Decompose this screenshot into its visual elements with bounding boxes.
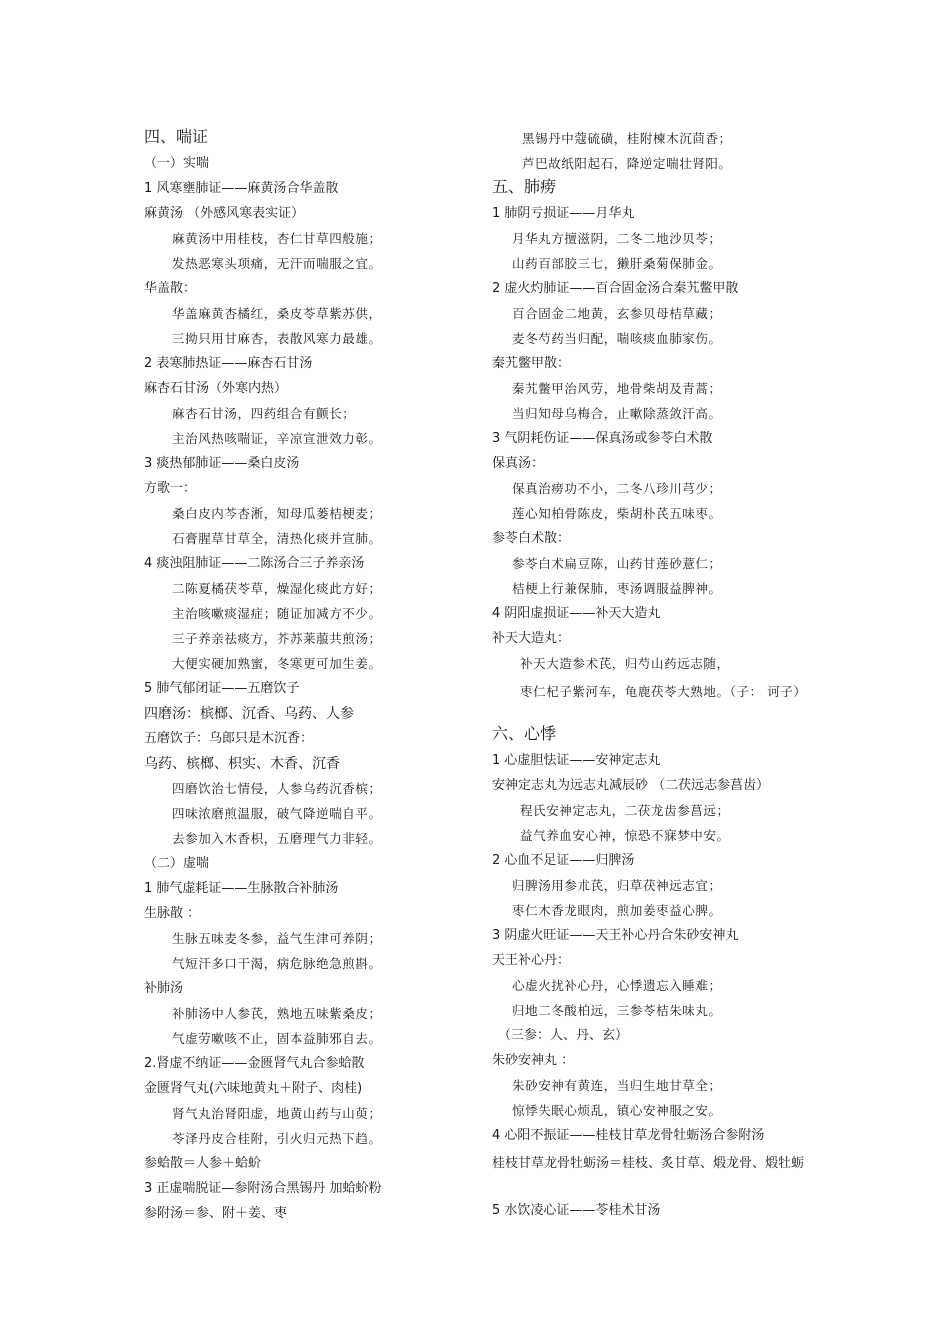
verse-line: 麦冬芍药当归配，喘咳痰血肺家伤。 xyxy=(512,331,722,346)
text-line: 参苓白术散： xyxy=(492,531,571,546)
verse-line: 百合固金二地黄，玄参贝母桔草藏； xyxy=(512,306,722,321)
verse-line: 三拗只用甘麻杏，表散风寒力最雄。 xyxy=(172,331,382,346)
section-heading: 四、喘证 xyxy=(144,127,209,146)
verse-line: 大便实硬加熟蜜，冬寒更可加生姜。 xyxy=(172,656,382,671)
verse-line: 山药百部胶三七，獭肝桑菊保肺金。 xyxy=(512,256,722,271)
section-heading: 五、肺痨 xyxy=(492,177,557,196)
text-line: 乌药、槟榔、枳实、木香、沉香 xyxy=(144,756,340,772)
verse-line: 去参加入木香枳，五磨理气力非轻。 xyxy=(172,831,382,846)
verse-line: 生脉五味麦冬参，益气生津可养阴； xyxy=(172,931,382,946)
text-line: 4 心阳不振证——桂枝甘草龙骨牡蛎汤合参附汤 xyxy=(492,1128,765,1143)
text-line: 1 风寒壅肺证——麻黄汤合华盖散 xyxy=(144,181,339,196)
text-line: 3 阴虚火旺证——天王补心丹合朱砂安神丸 xyxy=(492,928,739,943)
verse-line: 四味浓磨煎温服，破气降逆喘自平。 xyxy=(172,806,382,821)
verse-line: 四磨饮治七情侵，人参乌药沉香槟； xyxy=(172,781,382,796)
verse-line: 肾气丸治肾阳虚，地黄山药与山萸； xyxy=(172,1106,382,1121)
text-line: 秦艽鳖甲散： xyxy=(492,356,571,371)
verse-line: 气虚劳嗽咳不止，固本益肺邪自去。 xyxy=(172,1031,382,1046)
text-line: 3 正虚喘脱证—参附汤合黑锡丹 加蛤蚧粉 xyxy=(144,1181,382,1196)
verse-line: 惊悸失眠心烦乱，镇心安神服之安。 xyxy=(512,1103,722,1118)
verse-line: 补肺汤中人参芪，熟地五味紫桑皮； xyxy=(172,1006,382,1021)
verse-line: 程氏安神定志丸，二茯龙齿参菖远； xyxy=(520,803,730,818)
text-line: 4 阴阳虚损证——补天大造丸 xyxy=(492,606,661,621)
text-line: 桂枝甘草龙骨牡蛎汤＝桂枝、炙甘草、煅龙骨、煅牡蛎 xyxy=(492,1156,805,1171)
verse-line: 归地二冬酸柏远，三参苓桔朱味丸。 xyxy=(512,1003,722,1018)
text-line: 金匮肾气丸(六味地黄丸＋附子、肉桂) xyxy=(144,1081,363,1096)
verse-line: 枣仁杞子紫河车，龟鹿茯苓大熟地。（子： 诃子） xyxy=(520,684,807,699)
verse-line: 当归知母乌梅合，止嗽除蒸敛汗高。 xyxy=(512,406,722,421)
section-heading: 六、心悸 xyxy=(492,724,557,743)
verse-line: 气短汗多口干渴，病危脉绝急煎斟。 xyxy=(172,956,382,971)
verse-line: 莲心知柏骨陈皮，柴胡朴芪五味枣。 xyxy=(512,506,722,521)
text-line: 麻黄汤 （外感风寒表实证） xyxy=(144,206,305,221)
text-line: 方歌一： xyxy=(144,481,197,496)
verse-line: 益气养血安心神，惊恐不寐梦中安。 xyxy=(520,828,730,843)
text-line: 生脉散 ： xyxy=(144,906,201,921)
text-line: 参附汤＝参、附＋姜、枣 xyxy=(144,1206,288,1221)
verse-line: 麻黄汤中用桂枝，杏仁甘草四般施； xyxy=(172,231,382,246)
verse-line: 归脾汤用参朮芪，归草茯神远志宜； xyxy=(512,878,722,893)
verse-line: 华盖麻黄杏橘红，桑皮苓草紫苏供， xyxy=(172,306,382,321)
verse-line: 桔梗上行兼保肺，枣汤调服益脾神。 xyxy=(512,581,722,596)
text-line: 麻杏石甘汤（外寒内热） xyxy=(144,381,288,396)
verse-line: 心虚火扰补心丹，心悸遗忘入睡难； xyxy=(512,978,722,993)
text-line: 1 肺气虚耗证——生脉散合补肺汤 xyxy=(144,881,339,896)
text-line: 3 气阴耗伤证——保真汤或参苓白术散 xyxy=(492,431,713,446)
text-line: 天王补心丹： xyxy=(492,953,571,968)
verse-line: 参苓白术扁豆陈，山药甘莲砂薏仁； xyxy=(512,556,722,571)
text-line: 补天大造丸： xyxy=(492,631,571,646)
text-line: 朱砂安神丸 ： xyxy=(492,1053,575,1068)
text-line: 补肺汤 xyxy=(144,981,184,996)
text-line: 四磨汤：槟榔、沉香、乌药、人参 xyxy=(144,706,354,722)
verse-line: 主治风热咳喘证，辛凉宣泄效力彰。 xyxy=(172,431,382,446)
text-line: 五磨饮子：乌郎只是木沉香： xyxy=(144,731,314,746)
text-line: 2 表寒肺热证——麻杏石甘汤 xyxy=(144,356,313,371)
verse-line: 苓泽丹皮合桂附，引火归元热下趋。 xyxy=(172,1131,382,1146)
text-line: 参蛤散＝人参＋蛤蚧 xyxy=(144,1156,262,1171)
verse-line: 黑锡丹中蔻硫磺，桂附楝木沉茴香； xyxy=(522,131,732,146)
text-line: 1 肺阴亏损证——月华丸 xyxy=(492,206,635,221)
text-line: 5 肺气郁闭证——五磨饮子 xyxy=(144,681,300,696)
text-line: 保真汤： xyxy=(492,456,545,471)
text-line: 5 水饮凌心证——苓桂术甘汤 xyxy=(492,1203,661,1218)
text-line: 2.肾虚不纳证——金匮肾气丸合参蛤散 xyxy=(144,1056,365,1071)
text-line: 1 心虚胆怯证——安神定志丸 xyxy=(492,753,661,768)
verse-line: 石膏腥草甘草全，清热化痰并宣肺。 xyxy=(172,531,382,546)
verse-line: 补天大造参术芪，归芍山药远志随， xyxy=(520,656,730,671)
text-line: （二）虚喘 xyxy=(144,856,210,871)
text-line: 4 痰浊阻肺证——二陈汤合三子养亲汤 xyxy=(144,556,365,571)
verse-line: 三子养亲祛痰方，芥苏莱菔共煎汤； xyxy=(172,631,382,646)
text-line: 3 痰热郁肺证——桑白皮汤 xyxy=(144,456,300,471)
text-line: 安神定志丸为远志丸减辰砂 （二茯远志参菖齿） xyxy=(492,778,770,793)
verse-line: 二陈夏橘茯苓草，燥湿化痰此方好； xyxy=(172,581,382,596)
verse-line: 朱砂安神有黄连，当归生地甘草全； xyxy=(512,1078,722,1093)
verse-line: 枣仁木香龙眼肉，煎加姜枣益心脾。 xyxy=(512,903,722,918)
verse-line: 桑白皮内芩杏淅，知母瓜蒌桔梗麦； xyxy=(172,506,382,521)
text-line: （三参：人、丹、玄） xyxy=(498,1028,629,1043)
text-line: 华盖散： xyxy=(144,281,197,296)
verse-line: 月华丸方擅滋阴，二冬二地沙贝苓； xyxy=(512,231,722,246)
text-line: 2 虚火灼肺证——百合固金汤合秦艽鳖甲散 xyxy=(492,281,739,296)
text-line: 2 心血不足证——归脾汤 xyxy=(492,853,635,868)
verse-line: 主治咳嗽痰湿症；随证加减方不少。 xyxy=(172,606,382,621)
verse-line: 秦艽鳖甲治风劳，地骨柴胡及青蒿； xyxy=(512,381,722,396)
verse-line: 芦巴故纸阳起石，降逆定喘壮肾阳。 xyxy=(522,156,732,171)
text-line: （一）实喘 xyxy=(144,156,210,171)
verse-line: 麻杏石甘汤，四药组合有颤长； xyxy=(172,406,356,421)
verse-line: 保真治痨功不小，二冬八珍川芎少； xyxy=(512,481,722,496)
verse-line: 发热恶寒头项痛，无汗而喘服之宜。 xyxy=(172,256,382,271)
